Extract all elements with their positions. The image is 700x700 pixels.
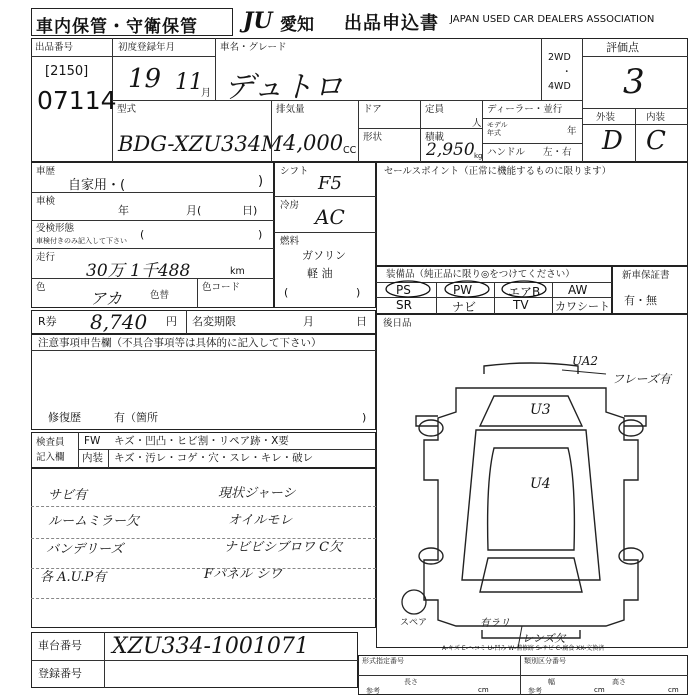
receive-close: ) (258, 228, 263, 241)
color-value: アカ (90, 289, 122, 308)
shaken-label: 車検 (36, 196, 56, 207)
height-label: 高さ (612, 678, 626, 686)
type-value: BDG-XZU334M (118, 132, 283, 156)
handle-label: ハンドル (487, 147, 526, 158)
length-label: 長さ (404, 678, 418, 686)
first-reg-label: 初度登録年月 (118, 42, 176, 53)
equip-aw: AW (568, 283, 588, 297)
warranty-label: 新車保証書 (622, 270, 670, 281)
int-grade: C (646, 126, 666, 156)
model-name: デュトロ (224, 70, 344, 105)
ref-label-2: 参考 (528, 687, 542, 695)
mileage-unit: km (230, 266, 245, 277)
history-value: 自家用・( (68, 178, 126, 193)
remark-4: オイルモレ (228, 513, 293, 528)
receive-label: 受検形態 (36, 223, 75, 234)
ext-grade: D (602, 126, 623, 156)
color-label: 色 (36, 282, 46, 293)
fuel-open: ( (284, 286, 289, 299)
warranty-value: 有・無 (624, 294, 657, 307)
capacity-label: 定員 (425, 104, 445, 115)
remark-8: Fパネル シワ (204, 567, 283, 582)
cm-3: cm (668, 686, 679, 694)
lot-number: 07114 (37, 86, 117, 115)
equip-pw: PW (453, 283, 473, 297)
org-english: JAPAN USED CAR DEALERS ASSOCIATION (450, 14, 655, 25)
reg-month: 11 (175, 70, 203, 95)
form-title: 出品申込書 (344, 13, 439, 34)
disp-value: 4,000 (283, 131, 344, 155)
sales-point-label: セールスポイント（正常に機能するものに限ります） (384, 166, 612, 177)
inspector-label1: 検査員 (36, 437, 65, 448)
name-change-label: 名変期限 (192, 315, 236, 328)
dealer-label: ディーラー・並行 (487, 104, 563, 115)
equipment-label: 装備品（純正品に限り◎をつけてください） (386, 269, 575, 280)
color-code-label: 色コード (202, 282, 241, 293)
inspector-fw: FW (84, 435, 101, 447)
inspector-line2: キズ・汚レ・コゲ・穴・スレ・キレ・破レ (114, 452, 314, 464)
diagram-legend: A-キズ E-ヘコミ U-凹み W-補修跡 S-サビ C-腐食 XX-交換済 (442, 645, 605, 652)
chassis-label: 車台番号 (38, 639, 82, 652)
org-logo: JU (243, 8, 273, 34)
rear-seat-label: 後日品 (383, 318, 412, 329)
shift-value: F5 (318, 173, 342, 194)
shape-label: 形状 (363, 132, 383, 143)
int-label: 内装 (646, 112, 666, 123)
aircon-label: 冷房 (280, 200, 300, 211)
handle-opts: 左・右 (543, 147, 572, 158)
equip-airbag: エアB (508, 285, 541, 299)
reg-year: 19 (128, 64, 162, 94)
mark-rear: レンズ欠 (522, 632, 566, 645)
grade-score: 3 (623, 62, 645, 102)
mileage-value: 30万 1千488 (86, 261, 191, 281)
spare-marked: 有ラリ (480, 618, 510, 629)
inspector-interior: 内装 (82, 452, 103, 464)
ext-label: 外装 (596, 112, 616, 123)
ref-label-1: 参考 (366, 687, 380, 695)
equip-ps: PS (396, 283, 411, 297)
recycle-unit: 円 (166, 315, 177, 328)
mark-top: UA2 (572, 354, 599, 368)
fuel-options: ガソリン (302, 249, 346, 262)
equip-seat: カワシート (555, 300, 610, 313)
history-label: 車歴 (36, 166, 56, 177)
mark-body: U4 (530, 476, 551, 492)
recycle-value: 8,740 (90, 310, 148, 334)
remark-3: ルームミラー欠 (48, 514, 140, 529)
reg-number-label: 登録番号 (38, 667, 82, 680)
model-label: 車名・グレード (220, 42, 287, 53)
shaken-year: 年 (118, 204, 129, 217)
year-unit: 年 (567, 126, 577, 137)
fuel-label: 燃料 (280, 236, 300, 247)
mileage-label: 走行 (36, 252, 56, 263)
shaken-month: 月( (186, 204, 202, 217)
class-type-label: 類別区分番号 (524, 657, 566, 665)
disp-label: 排気量 (276, 104, 305, 115)
repair-value: 有（箇所 (114, 411, 158, 424)
inspector-label2: 記入欄 (36, 452, 65, 463)
grade-label: 評価点 (606, 41, 639, 54)
repair-label: 修復歴 (48, 411, 81, 424)
shaken-day: 日) (242, 204, 258, 217)
door-label: ドア (363, 104, 382, 115)
form-type-label: 形式指定番号 (362, 657, 404, 665)
mark-windshield: フレーズ有 (612, 372, 671, 386)
repair-close: ) (362, 411, 367, 424)
remark-7: 各 A.U.P有 (40, 570, 107, 585)
cm-2: cm (594, 686, 605, 694)
name-change-month: 月 (303, 315, 314, 328)
spare-label: スペア (400, 618, 428, 628)
sales-point-box (376, 162, 688, 266)
remark-5: バンデリーズ (46, 542, 124, 557)
equip-circles (376, 280, 556, 300)
load-value: 2,950 (426, 140, 475, 160)
capacity-unit: 人 (472, 118, 482, 129)
load-label: 積載 (425, 132, 445, 143)
receive-open: ( (140, 228, 145, 241)
notes-label: 注意事項申告欄（不具合事項等は具体的に記入して下さい） (38, 337, 322, 349)
storage-stamp-box (31, 8, 233, 36)
remark-1: サビ有 (48, 488, 88, 503)
drive-sep: ・ (562, 67, 572, 78)
inspector-line1: キズ・凹凸・ヒビ割・リペア跡・X要 (114, 435, 289, 447)
lot-label: 出品番号 (35, 42, 74, 53)
disp-unit: CC (343, 145, 357, 156)
lot-sub-number: [2150] (45, 64, 89, 79)
name-change-day: 日 (356, 315, 367, 328)
type-label: 型式 (117, 104, 137, 115)
remark-2: 現状ジャーシ (218, 486, 296, 501)
model-year-label: モデル 年式 (487, 121, 508, 137)
load-unit: kg (474, 152, 483, 160)
aircon-value: AC (315, 205, 345, 229)
reg-month-unit: 月 (201, 88, 211, 99)
shift-label: シフト (280, 166, 309, 177)
receive-note: 車検付きのみ記入して下さい (36, 237, 127, 245)
fuel-close: ) (356, 286, 361, 299)
drive-2wd: 2WD (548, 52, 571, 63)
color-change: 色替 (150, 290, 170, 301)
chassis-value: XZU334-1001071 (112, 634, 309, 659)
mark-hood: U3 (530, 402, 551, 418)
drive-4wd: 4WD (548, 81, 571, 92)
history-close: ) (258, 174, 264, 189)
cm-1: cm (478, 686, 489, 694)
remark-6: ナビビシブロワ C欠 (224, 540, 343, 555)
equip-navi: ナビ (452, 300, 477, 314)
equip-tv: TV (513, 298, 529, 312)
storage-stamp: 車内保管・守衛保管 (36, 17, 198, 37)
recycle-label: R券 (38, 315, 57, 328)
width-label: 幅 (548, 678, 555, 686)
fuel-options2: 軽 油 (307, 267, 333, 280)
org-name: 愛知 (280, 15, 314, 35)
equip-sr: SR (396, 298, 412, 312)
